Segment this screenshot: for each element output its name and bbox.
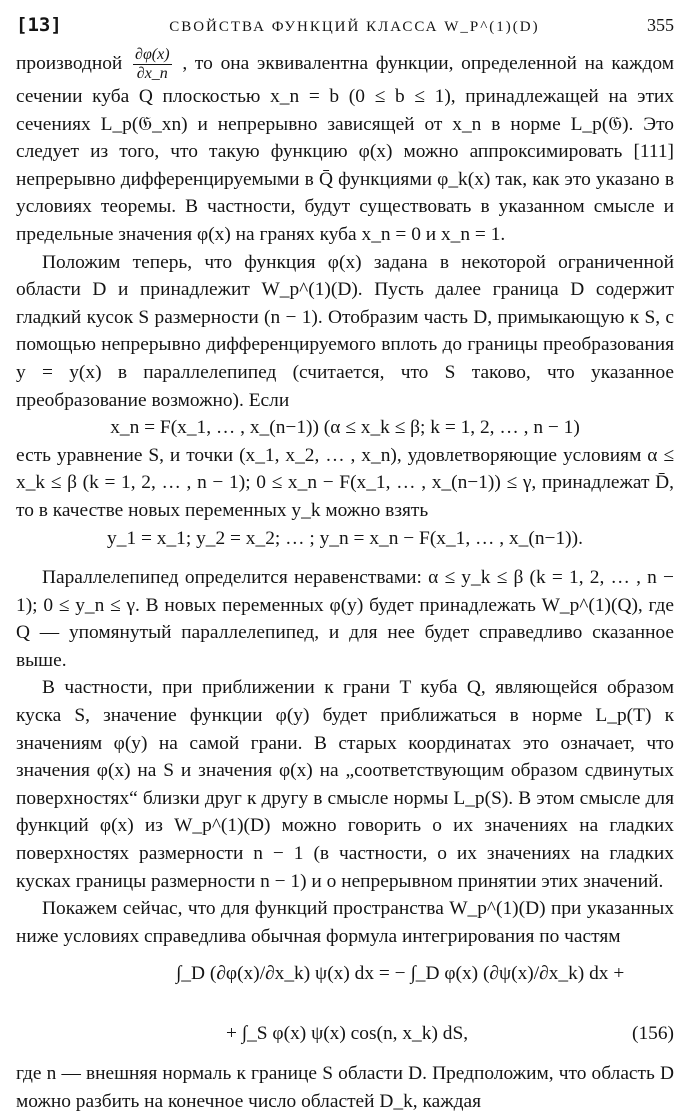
equation-surface: x_n = F(x_1, … , x_(n−1)) (α ≤ x_k ≤ β; k = 1, 2, … , n − 1) — [110, 417, 580, 439]
spacer — [16, 552, 674, 564]
paragraph-2: Положим теперь, что функция φ(x) задана в некоторой ограниченной области D и принадлежит W_p^(1)(D). Пусть далее граница D содержит гладкий кусок S размерности (n − 1). Отобразим часть D, примыкающую к S, с помощью непрерывно дифференцируемого вплоть до границы преобразования y = y(x) в параллелепипед (считается, что S таково, что указанное преобразование возможно). Если — [16, 251, 674, 411]
running-title: СВОЙСТВА ФУНКЦИЙ КЛАССА W_P^(1)(D) — [169, 19, 540, 35]
paragraph-4: Параллелепипед определится неравенствами: α ≤ y_k ≤ β (k = 1, 2, … , n − 1); 0 ≤ y_n ≤ γ. В новых переменных φ(y) будет принадлежать W_p^(1)(Q), где Q — упомянутый параллелепипед, и для нее будет справедливо сказанное выше. — [16, 567, 674, 671]
section-number: [13] — [16, 14, 62, 36]
paragraph-6: Покажем сейчас, что для функций пространства W_p^(1)(D) при указанных ниже условиях справедлива обычная формула интегрирования по частям — [16, 898, 674, 947]
paragraph-5: В частности, при приближении к грани T куба Q, являющейся образом куска S, значение функции φ(y) будет приближаться в норме L_p(T) к значениям φ(y) на самой грани. В старых координатах это означает, что значения φ(x) на S и значения φ(x) на „соответствующим образом сдвинутых поверхностях“ близки друг к другу в смысле нормы L_p(S). В этом смысле для функций φ(x) из W_p^(1)(D) можно говорить о их значениях на гладких поверхностях размерности n − 1 (в частности, о их значениях на гладких кусках границы размерности n − 1) и о непрерывном принятии этих значений. — [16, 677, 674, 892]
equation-156-line-2 — [16, 1010, 674, 1060]
paragraph-1 — [16, 46, 674, 249]
fraction-denominator: ∂x_n — [136, 65, 168, 82]
equation-156-lhs: ∫_D (∂φ(x)/∂x_k) ψ(x) dx = − ∫_D φ(x) (∂ψ(x)/∂x_k) dx + — [176, 963, 625, 985]
equation-number: (156) — [631, 1023, 674, 1045]
equation-new-variables: y_1 = x_1; y_2 = x_2; … ; y_n = x_n − F(x_1, … , x_(n−1)). — [107, 527, 583, 549]
running-header — [16, 12, 674, 46]
paragraph-7: где n — внешняя нормаль к границе S области D. Предположим, что область D можно разбить на конечное число областей D_k, каждая — [16, 1063, 674, 1112]
paragraph-1-intro: производной — [16, 52, 123, 74]
paragraph-3: есть уравнение S, и точки (x_1, x_2, … , x_n), удовлетворяющие условиям α ≤ x_k ≤ β (k = 1, 2, … , n − 1); 0 ≤ x_n − F(x_1, … , x_(n−1)) ≤ γ, принадлежат D̄, то в качестве новых переменных y_k можно взять — [16, 444, 674, 521]
fraction-numerator: ∂φ(x) — [135, 46, 170, 63]
page-number: 355 — [647, 15, 674, 35]
partial-derivative-fraction — [133, 46, 172, 83]
equation-156-rhs: + ∫_S φ(x) ψ(x) cos(n, x_k) dS, — [226, 1023, 469, 1045]
paragraph-1-text: , то она эквивалентна функции, определенной на каждом сечении куба Q плоскостью x_n = b (0 ≤ b ≤ 1), принадлежащей на этих сечениях L_p(𝔊_xn) и непрерывно зависящей от x_n в норме L_p(𝔊). Это следует из того, что такую функцию φ(x) можно аппроксимировать [111] непрерывно дифференцируемыми в Q̄ функциями φ_k(x) так, как это указано в условиях теоремы. В частности, будут существовать в указанном смысле и предельные значения φ(x) на гранях куба x_n = 0 и x_n = 1. — [16, 52, 674, 245]
equation-156-line-1 — [16, 950, 674, 1010]
